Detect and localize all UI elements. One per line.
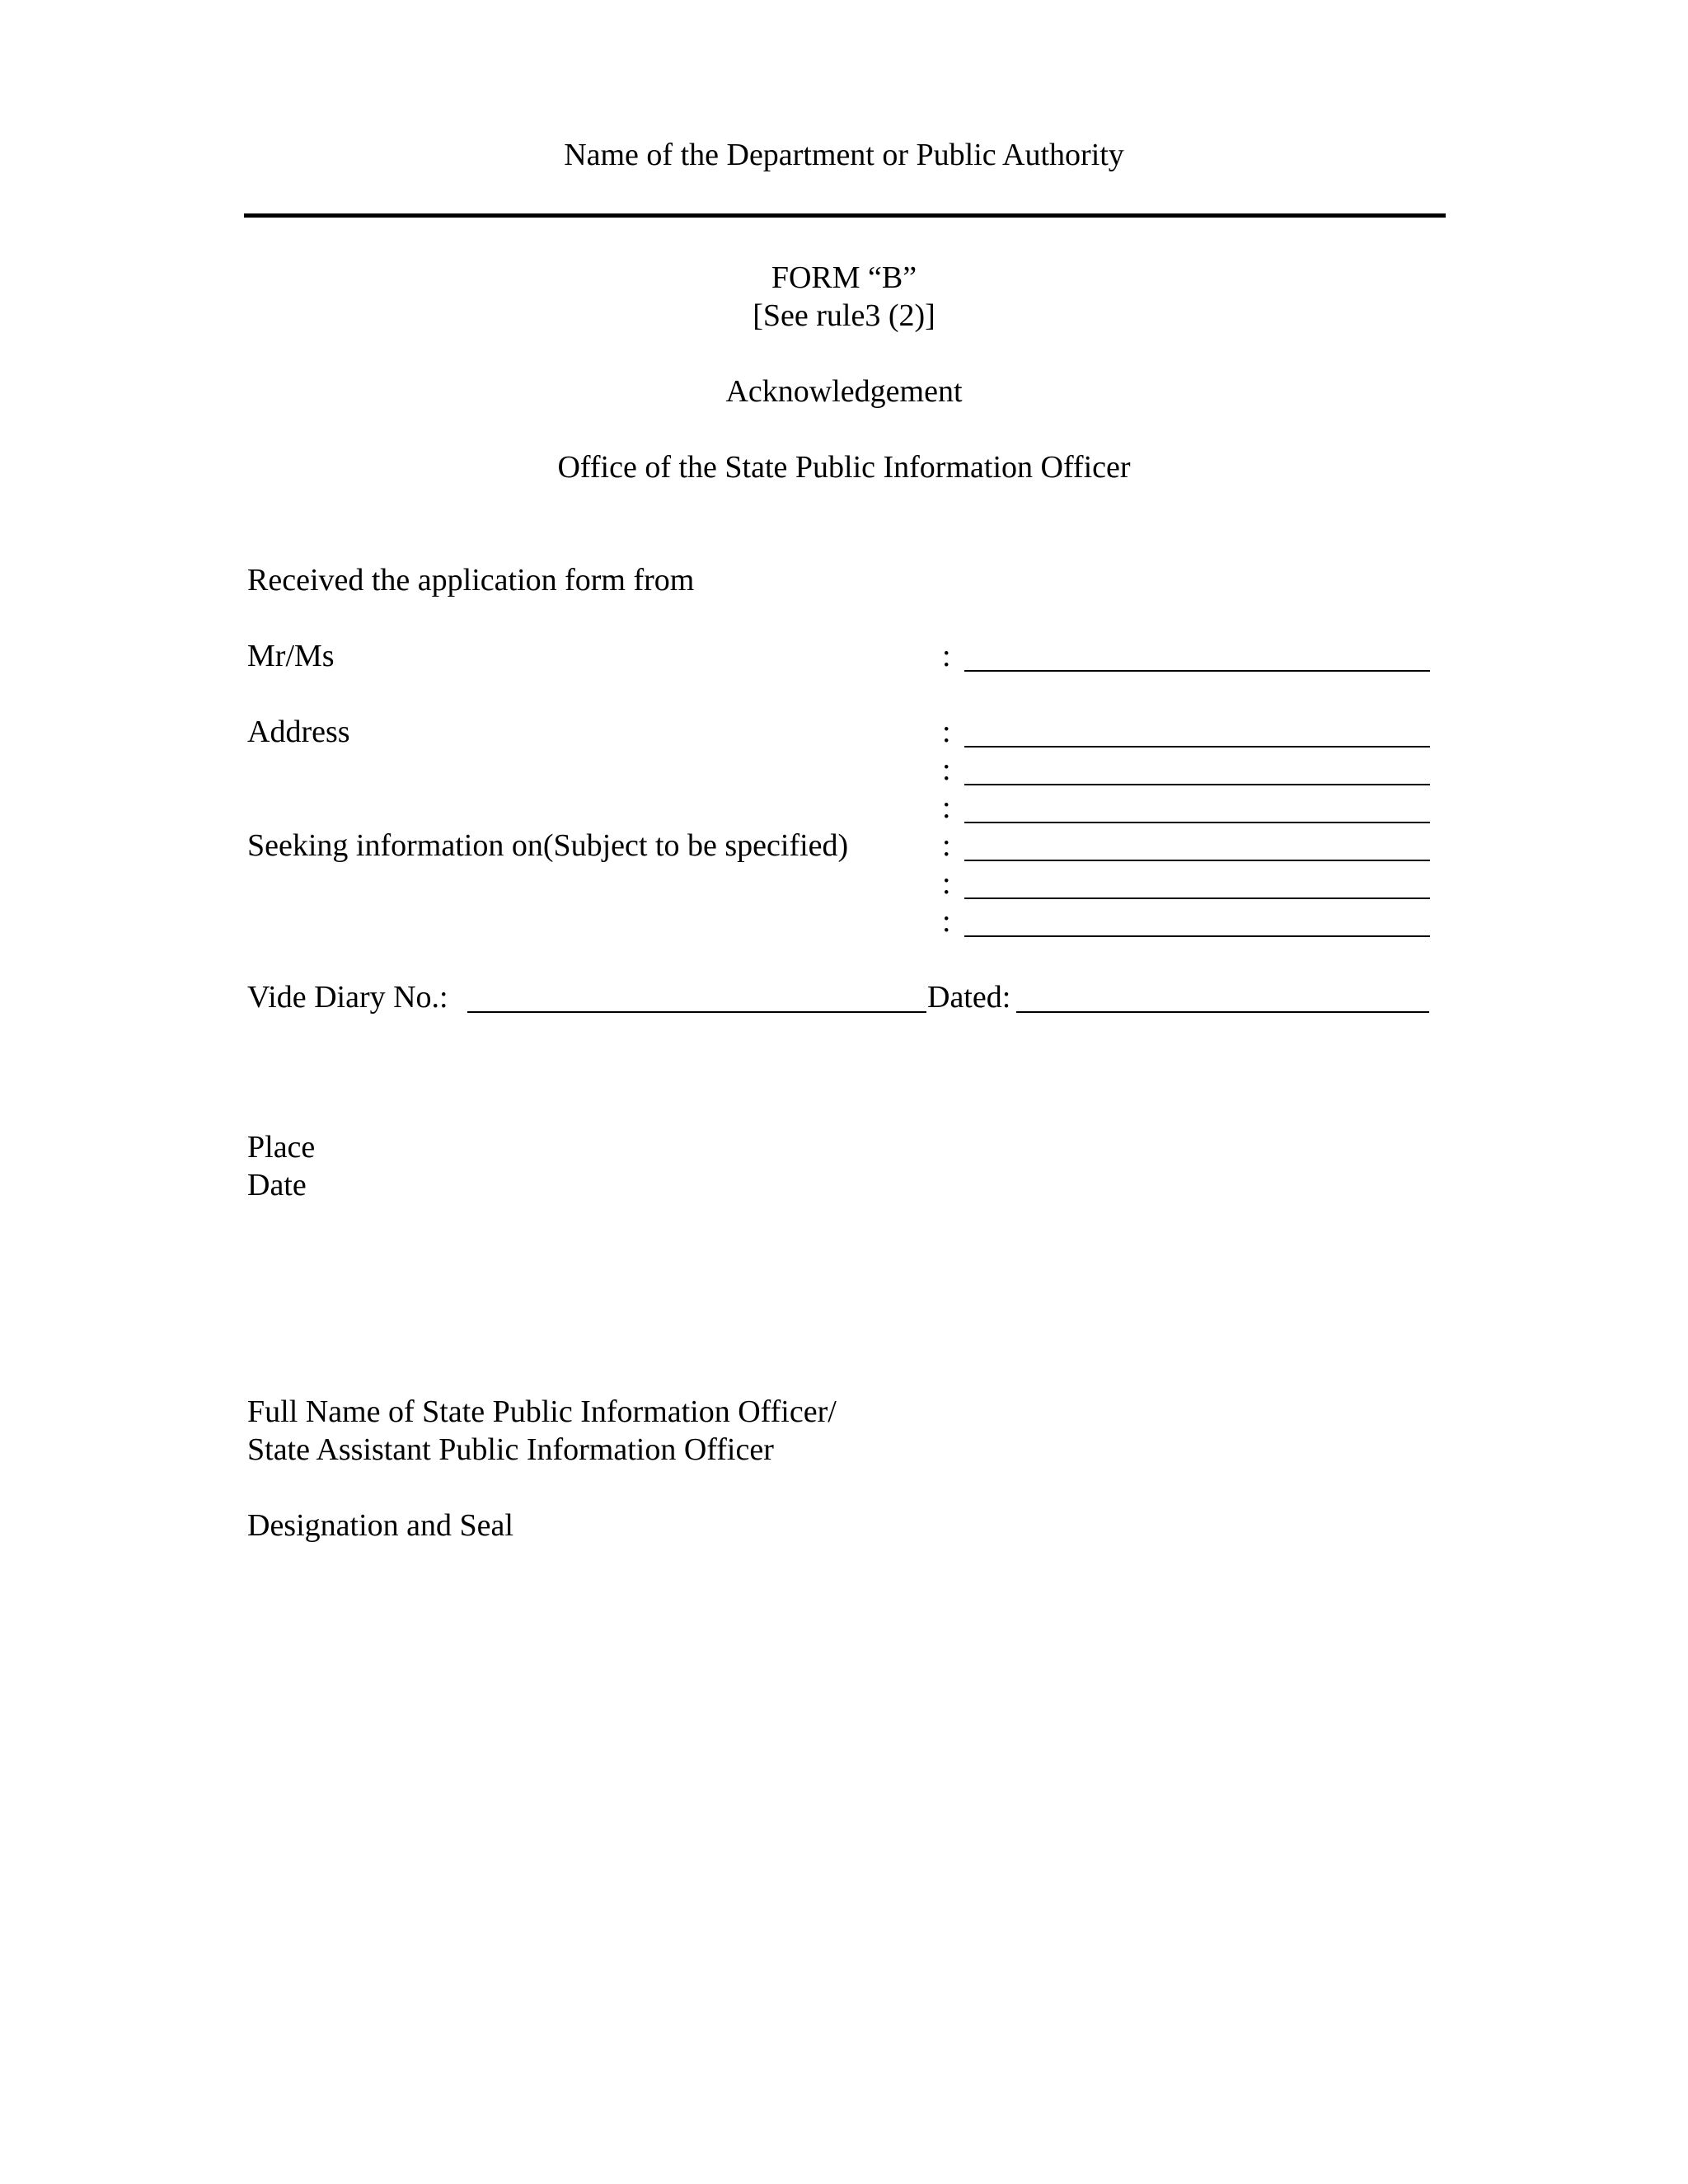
rule-reference: [See rule3 (2)] xyxy=(753,298,935,333)
address-label: Address xyxy=(247,715,350,749)
seeking-separator: : xyxy=(942,866,951,901)
name-separator: : xyxy=(942,639,951,673)
seeking-field-line-2[interactable] xyxy=(964,898,1430,899)
diary-number-field[interactable] xyxy=(467,1011,926,1013)
address-separator: : xyxy=(942,715,951,749)
officer-name-line-1: Full Name of State Public Information Officer/ xyxy=(247,1394,837,1429)
seeking-field-line-3[interactable] xyxy=(964,935,1430,937)
received-text: Received the application form from xyxy=(247,563,695,598)
office-title: Office of the State Public Information Officer xyxy=(557,450,1131,485)
seeking-separator: : xyxy=(942,904,951,939)
seeking-field-line-1[interactable] xyxy=(964,860,1430,861)
seeking-label: Seeking information on(Subject to be specified) xyxy=(247,828,849,863)
header-divider xyxy=(244,213,1446,218)
date-label: Date xyxy=(247,1168,307,1202)
address-field-line-1[interactable] xyxy=(964,746,1430,748)
address-field-line-2[interactable] xyxy=(964,784,1430,785)
officer-name-line-2: State Assistant Public Information Officer xyxy=(247,1432,774,1467)
name-field[interactable] xyxy=(964,670,1430,672)
diary-label: Vide Diary No.: xyxy=(247,980,448,1015)
place-label: Place xyxy=(247,1130,316,1165)
dated-label: Dated: xyxy=(927,980,1011,1015)
address-separator: : xyxy=(942,752,951,787)
form-id: FORM “B” xyxy=(771,260,917,295)
authority-name: Name of the Department or Public Authority xyxy=(564,138,1124,172)
address-field-line-3[interactable] xyxy=(964,822,1430,823)
seeking-separator: : xyxy=(942,828,951,863)
dated-field[interactable] xyxy=(1016,1011,1429,1013)
address-separator: : xyxy=(942,790,951,825)
designation-seal: Designation and Seal xyxy=(247,1508,513,1543)
form-heading: Acknowledgement xyxy=(725,374,963,409)
name-label: Mr/Ms xyxy=(247,639,335,673)
